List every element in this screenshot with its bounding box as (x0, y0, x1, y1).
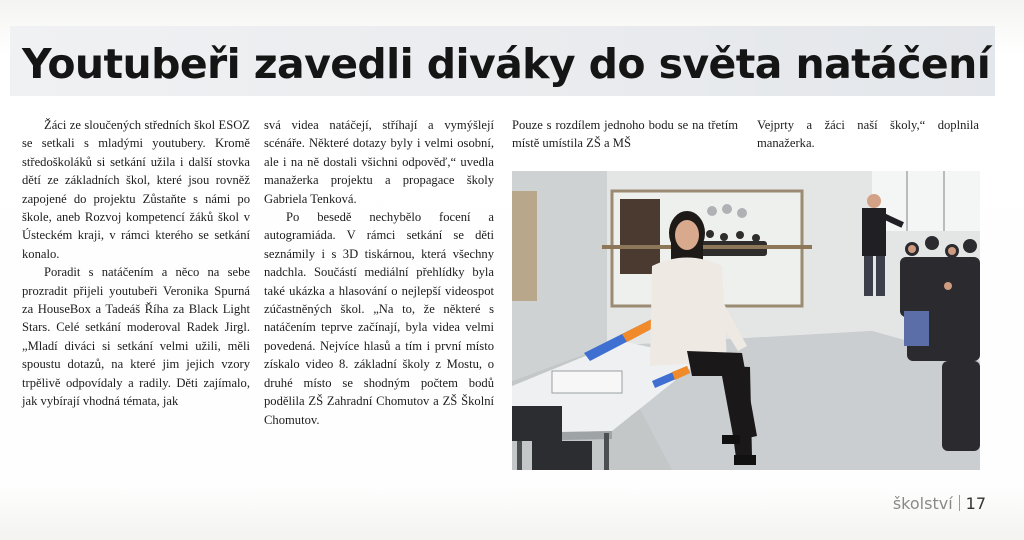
paragraph: Poradit s natáčením a něco na sebe prozradit přijeli youtubeři Veronika Spurná za HouseBox a Tadeáš Říha za Black Light Stars. Celé setkání moderoval Radek Jirgl. „Mladí diváci si setkání velmi užili, měli spoustu dotazů, na které jim jejich vzory trpělivě odpovídaly a radily. Děti zajímalo, jak vybírají vhodná témata, jak (22, 265, 250, 409)
paragraph: Vejprty a žáci naší školy,“ doplnila manažerka. (757, 118, 979, 151)
page-footer (893, 494, 986, 513)
paragraph: svá videa natáčejí, stříhají a vymýšlejí scénáře. Některé dotazy byly i velmi osobní, ale i na ně dostali všichni odpověď,“ uvedla manažerka projektu a propagace školy Gabriela Tenková. (264, 118, 494, 206)
article-column-4 (757, 116, 979, 153)
footer-separator (959, 495, 960, 511)
article-column-1 (22, 116, 250, 411)
paragraph: Pouze s rozdílem jednoho bodu se na třetím místě umístila ZŠ a MŠ (512, 118, 738, 151)
event-photo-illustration (512, 171, 980, 470)
article-column-2 (264, 116, 494, 429)
paragraph: Po besedě nechybělo focení a autogramiáda. V rámci setkání se děti seznámily i s 3D tiskárnou, která všechny nadchla. Součástí mediální přehlídky byla také ukázka a hlasování o nejlepší videospot zúčastněných škol. „Na to, že některé s natáčením teprve začínají, byla videa velmi povedená. Nejvíce hlasů a tím i první místo získalo video 8. základní školy z Mostu, o druhé místo se shodným počtem bodů podělila ZŠ Zahradní Chomutov a ZŠ Školní Chomutov. (264, 210, 494, 427)
page-number: 17 (965, 494, 986, 513)
article-column-3 (512, 116, 738, 153)
headline: Youtubeři zavedli diváky do světa natáčení (22, 40, 991, 88)
section-name: školství (892, 494, 953, 513)
paragraph: Žáci ze sloučených středních škol ESOZ se setkali s mladými youtubery. Kromě středoškoláků si setkání užila i další stovka dětí ze základních škol, které jsou rovněž zapojené do projektu Zůstaňte s námi po škole, aneb Rozvoj kompetencí žáků škol v Ústeckém kraji, v rámci kterého se setkání konalo. (22, 118, 250, 261)
event-photo (512, 171, 980, 470)
